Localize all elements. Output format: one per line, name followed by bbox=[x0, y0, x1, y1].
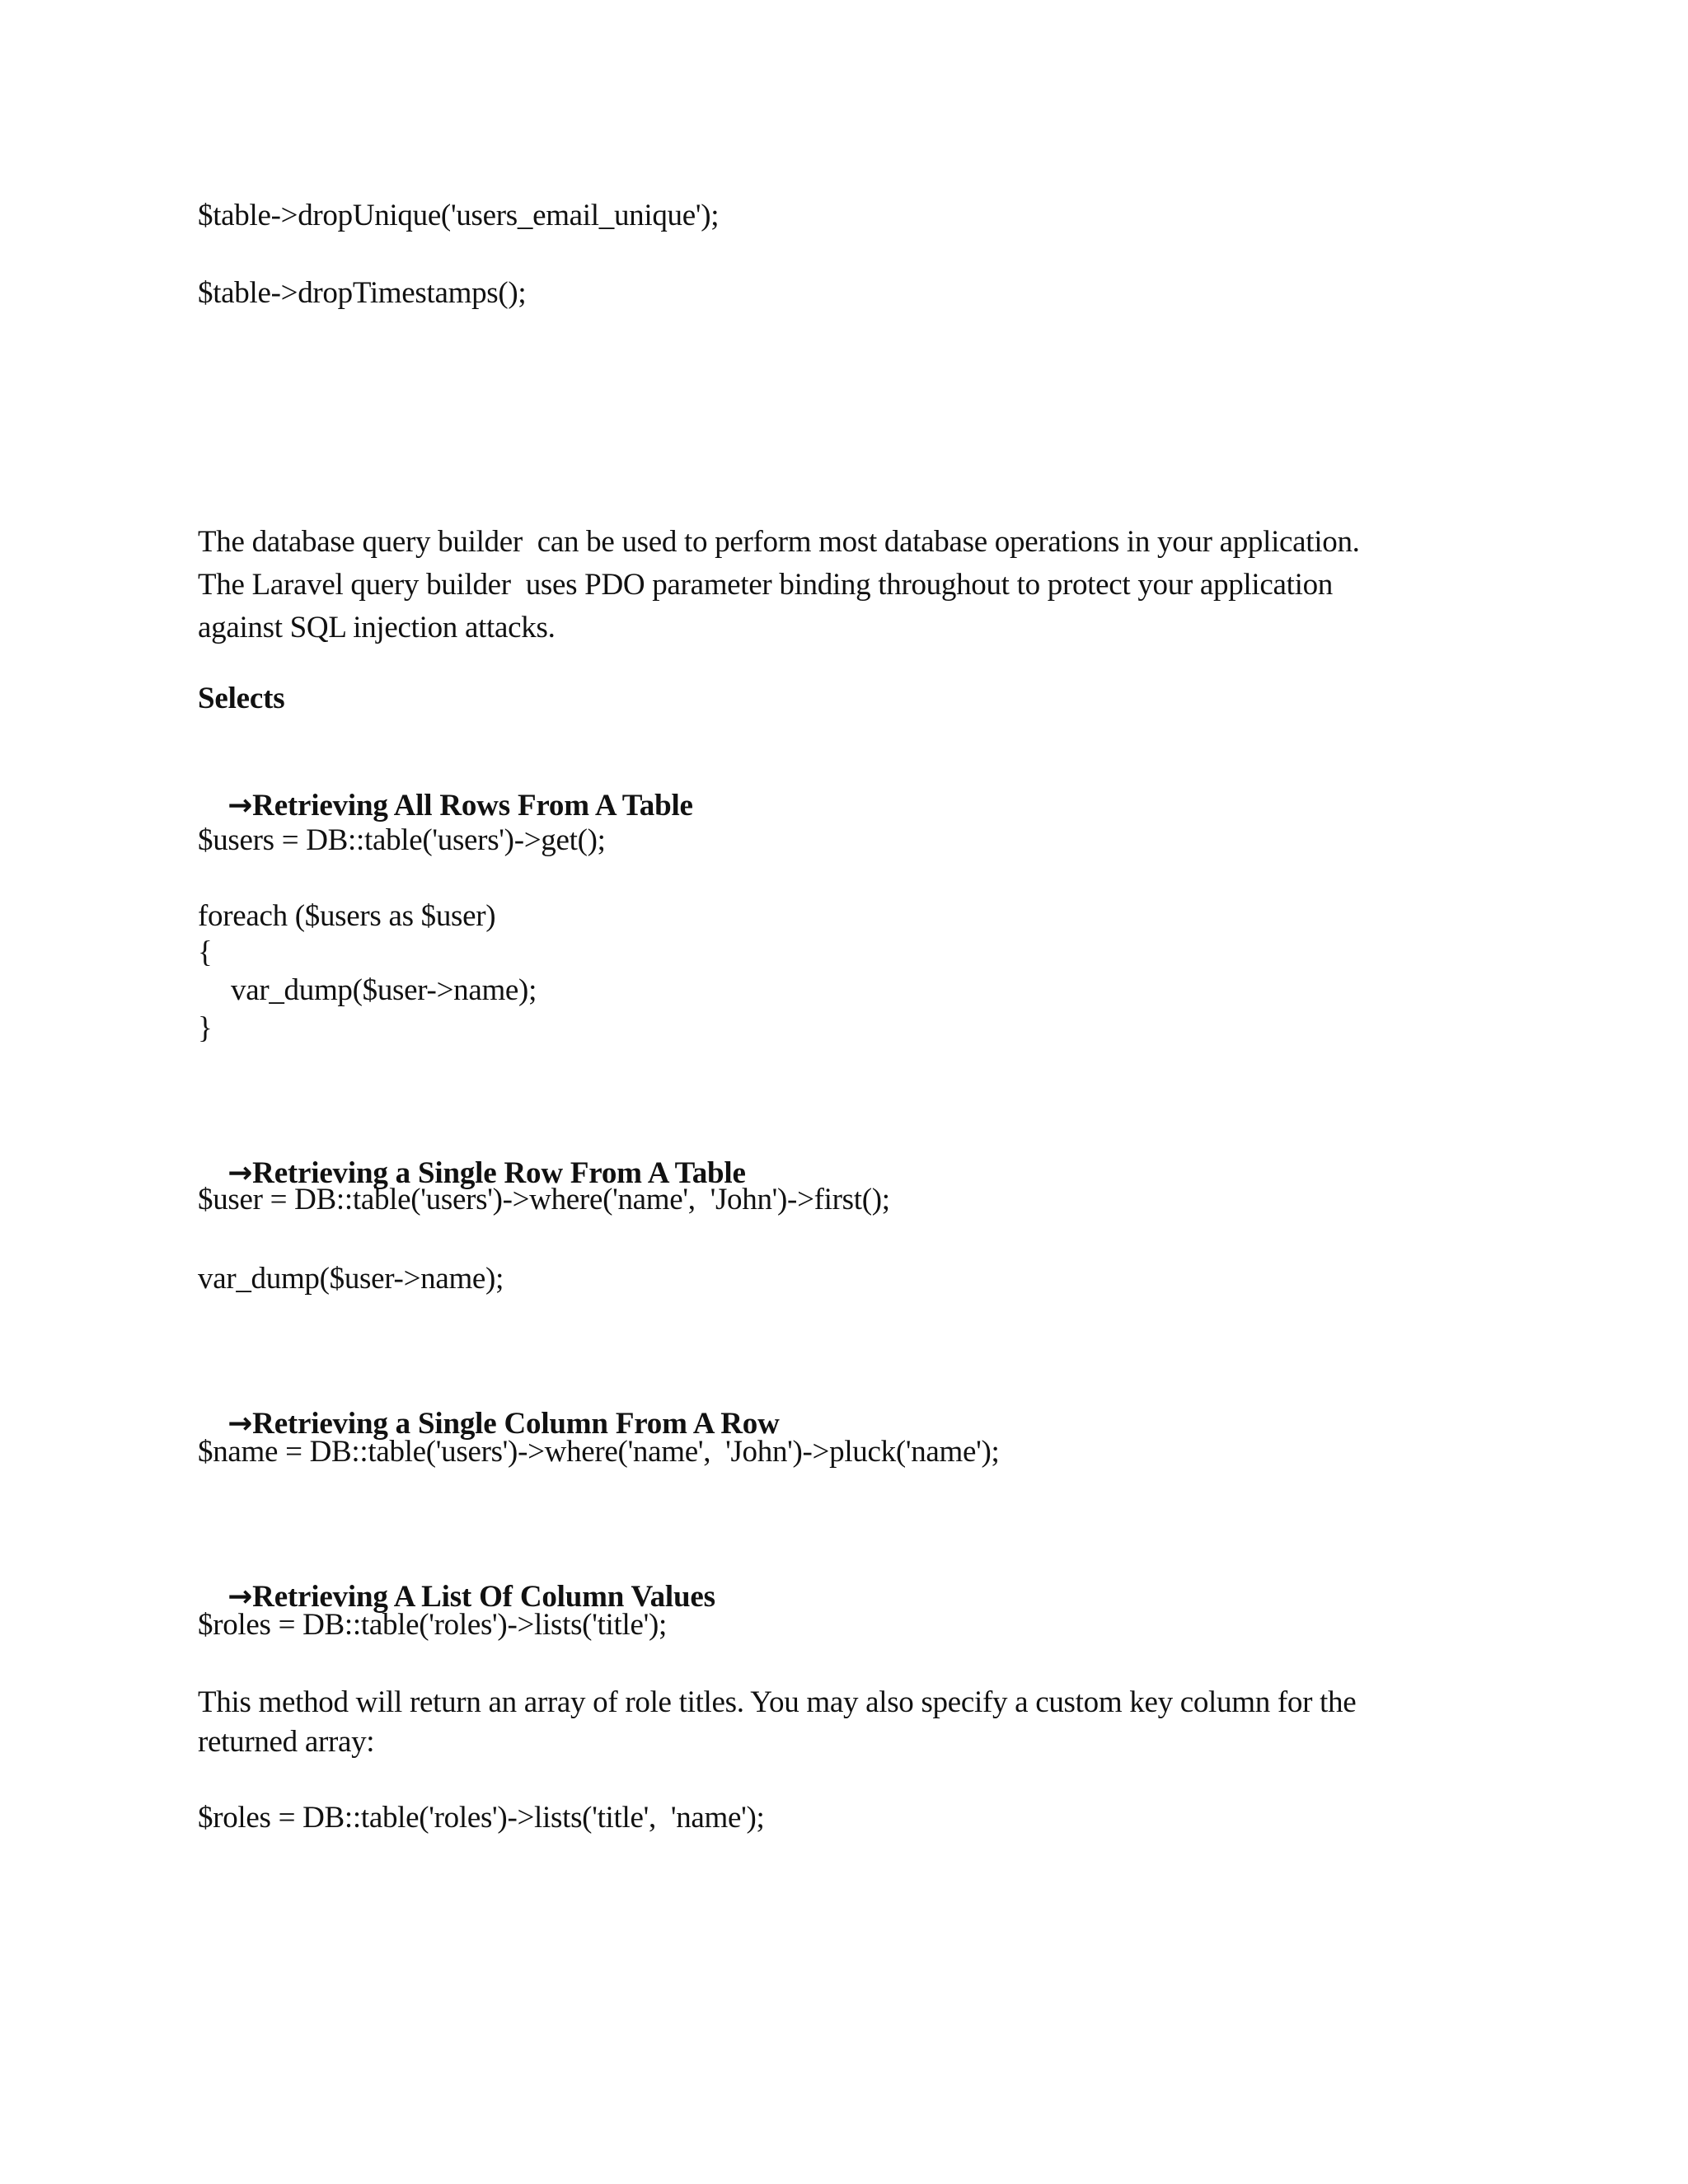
selects-heading: Selects bbox=[198, 682, 285, 715]
code-close-brace: } bbox=[198, 1011, 213, 1045]
arrow-icon: → bbox=[227, 1156, 253, 1190]
code-roles-lists-key: $roles = DB::table('roles')->lists('title', 'name'); bbox=[198, 1801, 765, 1835]
code-open-brace: { bbox=[198, 935, 213, 969]
code-drop-timestamps: $table->dropTimestamps(); bbox=[198, 276, 527, 310]
note-line-2: returned array: bbox=[198, 1725, 375, 1759]
intro-line-3: against SQL injection attacks. bbox=[198, 611, 556, 644]
section-heading-text: Retrieving All Rows From A Table bbox=[252, 789, 693, 823]
code-user-first: $user = DB::table('users')->where('name', 'John')->first(); bbox=[198, 1183, 890, 1216]
note-line-1: This method will return an array of role titles. You may also specify a custom key column for the bbox=[198, 1685, 1357, 1719]
code-var-dump-user: var_dump($user->name); bbox=[198, 1262, 504, 1296]
section-heading-text: Retrieving A List Of Column Values bbox=[252, 1580, 715, 1614]
section-heading-text: Retrieving a Single Column From A Row bbox=[252, 1407, 780, 1441]
code-roles-lists: $roles = DB::table('roles')->lists('title'); bbox=[198, 1608, 667, 1642]
intro-line-1: The database query builder can be used to perform most database operations in your application. bbox=[198, 525, 1360, 559]
code-var-dump: var_dump($user->name); bbox=[231, 973, 537, 1007]
arrow-icon: → bbox=[227, 1407, 253, 1441]
code-drop-unique: $table->dropUnique('users_email_unique'); bbox=[198, 199, 720, 232]
code-users-get: $users = DB::table('users')->get(); bbox=[198, 823, 606, 857]
code-name-pluck: $name = DB::table('users')->where('name', 'John')->pluck('name'); bbox=[198, 1435, 1000, 1469]
section-heading-text: Retrieving a Single Row From A Table bbox=[252, 1156, 746, 1190]
arrow-icon: → bbox=[227, 789, 253, 823]
arrow-icon: → bbox=[227, 1580, 253, 1614]
code-foreach: foreach ($users as $user) bbox=[198, 899, 496, 933]
intro-line-2: The Laravel query builder uses PDO parameter binding throughout to protect your application bbox=[198, 568, 1333, 602]
